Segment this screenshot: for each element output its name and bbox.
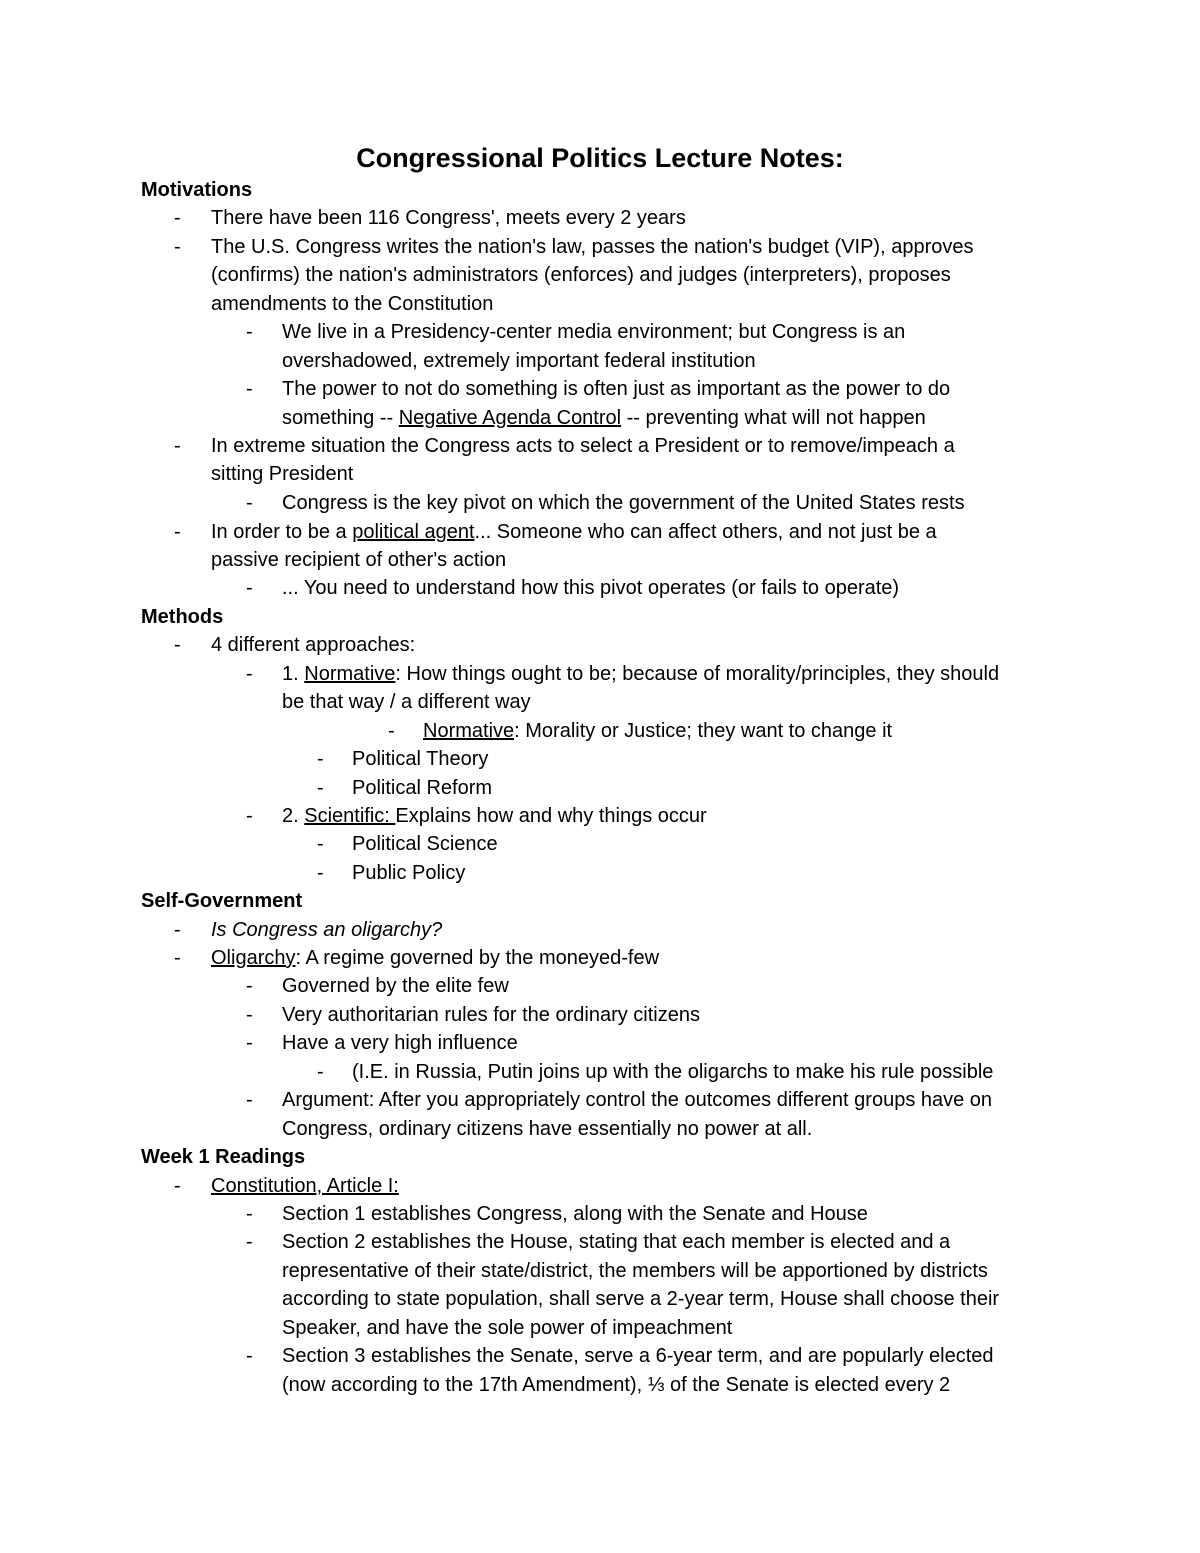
bullet-text: Public Policy <box>352 862 466 884</box>
underlined-term: Normative <box>423 720 515 742</box>
bullet-dash: - <box>174 207 181 229</box>
section-heading-motivations: Motivations <box>141 179 253 201</box>
bullet-dash: - <box>246 1004 253 1026</box>
bullet-dash: - <box>317 862 324 884</box>
bullet-dash: - <box>174 435 181 457</box>
bullet-text: 1. Normative: How things ought to be; because of morality/principles, they should <box>282 663 1000 685</box>
bullet-text: ... You need to understand how this pivot operates (or fails to operate) <box>282 577 900 599</box>
bullet-dash: - <box>388 720 395 742</box>
bullet-dash: - <box>174 947 181 969</box>
section-heading-self-government: Self-Government <box>141 890 303 912</box>
bullet-dash: - <box>317 1061 324 1083</box>
bullet-text: Have a very high influence <box>282 1032 518 1054</box>
bullet-dash: - <box>317 748 324 770</box>
bullet-dash: - <box>246 1345 253 1367</box>
bullet-dash: - <box>246 321 253 343</box>
bullet-text: (now according to the 17th Amendment), ⅓ of the Senate is elected every 2 <box>282 1374 951 1396</box>
bullet-text: There have been 116 Congress', meets every 2 years <box>211 207 686 229</box>
bullet-text: Congress is the key pivot on which the government of the United States rests <box>282 492 965 514</box>
bullet-dash: - <box>174 634 181 656</box>
bullet-text: overshadowed, extremely important federal institution <box>282 350 756 372</box>
bullet-dash: - <box>246 378 253 400</box>
bullet-dash: - <box>246 1203 253 1225</box>
bullet-text: sitting President <box>211 463 354 485</box>
bullet-dash: - <box>317 777 324 799</box>
underlined-term: Scientific: <box>304 805 396 827</box>
bullet-text: Speaker, and have the sole power of impeachment <box>282 1317 733 1339</box>
bullet-dash: - <box>246 1032 253 1054</box>
bullet-dash: - <box>246 1089 253 1111</box>
bullet-text: We live in a Presidency-center media environment; but Congress is an <box>282 321 906 343</box>
bullet-text: The power to not do something is often just as important as the power to do <box>282 378 951 400</box>
bullet-text: Oligarchy: A regime governed by the moneyed-few <box>211 947 660 969</box>
bullet-text: Governed by the elite few <box>282 975 509 997</box>
bullet-text: Argument: After you appropriately control the outcomes different groups have on <box>282 1089 993 1111</box>
bullet-dash: - <box>317 833 324 855</box>
bullet-dash: - <box>246 577 253 599</box>
bullet-text <box>211 1172 399 1200</box>
bullet-dash: - <box>174 1175 181 1197</box>
bullet-text: (I.E. in Russia, Putin joins up with the oligarchs to make his rule possible <box>352 1061 994 1083</box>
bullet-text: 4 different approaches: <box>211 634 416 656</box>
bullet-dash: - <box>246 975 253 997</box>
bullet-text: Is Congress an oligarchy? <box>211 919 443 941</box>
bullet-text: Section 3 establishes the Senate, serve a 6-year term, and are popularly elected <box>282 1345 994 1367</box>
underlined-term: Normative <box>304 663 396 685</box>
bullet-text: 2. Scientific: Explains how and why things occur <box>282 805 707 827</box>
bullet-text: The U.S. Congress writes the nation's law, passes the nation's budget (VIP), approves <box>211 236 974 258</box>
bullet-text: Congress, ordinary citizens have essentially no power at all. <box>282 1118 813 1140</box>
bullet-dash: - <box>246 805 253 827</box>
bullet-text: according to state population, shall serve a 2-year term, House shall choose their <box>282 1288 1000 1310</box>
bullet-text: Political Science <box>352 833 498 855</box>
page-title: Congressional Politics Lecture Notes: <box>356 143 844 173</box>
underlined-term: Constitution, Article I: <box>211 1175 399 1197</box>
bullet-text: (confirms) the nation's administrators (enforces) and judges (interpreters), proposes <box>211 264 951 286</box>
bullet-text: Political Theory <box>352 748 489 770</box>
bullet-dash: - <box>246 1231 253 1253</box>
underlined-term: Negative Agenda Control <box>398 407 622 429</box>
section-heading-methods: Methods <box>141 606 224 628</box>
bullet-text: Political Reform <box>352 777 493 799</box>
bullet-text: In extreme situation the Congress acts to select a President or to remove/impeach a <box>211 435 955 457</box>
underlined-term: Oligarchy <box>211 947 296 969</box>
bullet-dash: - <box>174 521 181 543</box>
bullet-text: Section 1 establishes Congress, along with the Senate and House <box>282 1203 868 1225</box>
bullet-text: passive recipient of other's action <box>211 549 507 571</box>
bullet-text: be that way / a different way <box>282 691 531 713</box>
bullet-dash: - <box>174 236 181 258</box>
section-heading-week1-readings: Week 1 Readings <box>141 1146 306 1168</box>
bullet-text: something -- Negative Agenda Control -- preventing what will not happen <box>282 407 926 429</box>
bullet-dash: - <box>246 492 253 514</box>
bullet-text: amendments to the Constitution <box>211 293 494 315</box>
bullet-text: representative of their state/district, the members will be apportioned by districts <box>282 1260 988 1282</box>
bullet-text: Very authoritarian rules for the ordinary citizens <box>282 1004 700 1026</box>
bullet-text: In order to be a political agent... Someone who can affect others, and not just be a <box>211 521 937 543</box>
bullet-text: Normative: Morality or Justice; they want to change it <box>423 720 893 742</box>
bullet-text: Section 2 establishes the House, stating that each member is elected and a <box>282 1231 951 1253</box>
bullet-dash: - <box>174 919 181 941</box>
bullet-dash: - <box>246 663 253 685</box>
underlined-term: political agent <box>352 521 475 543</box>
